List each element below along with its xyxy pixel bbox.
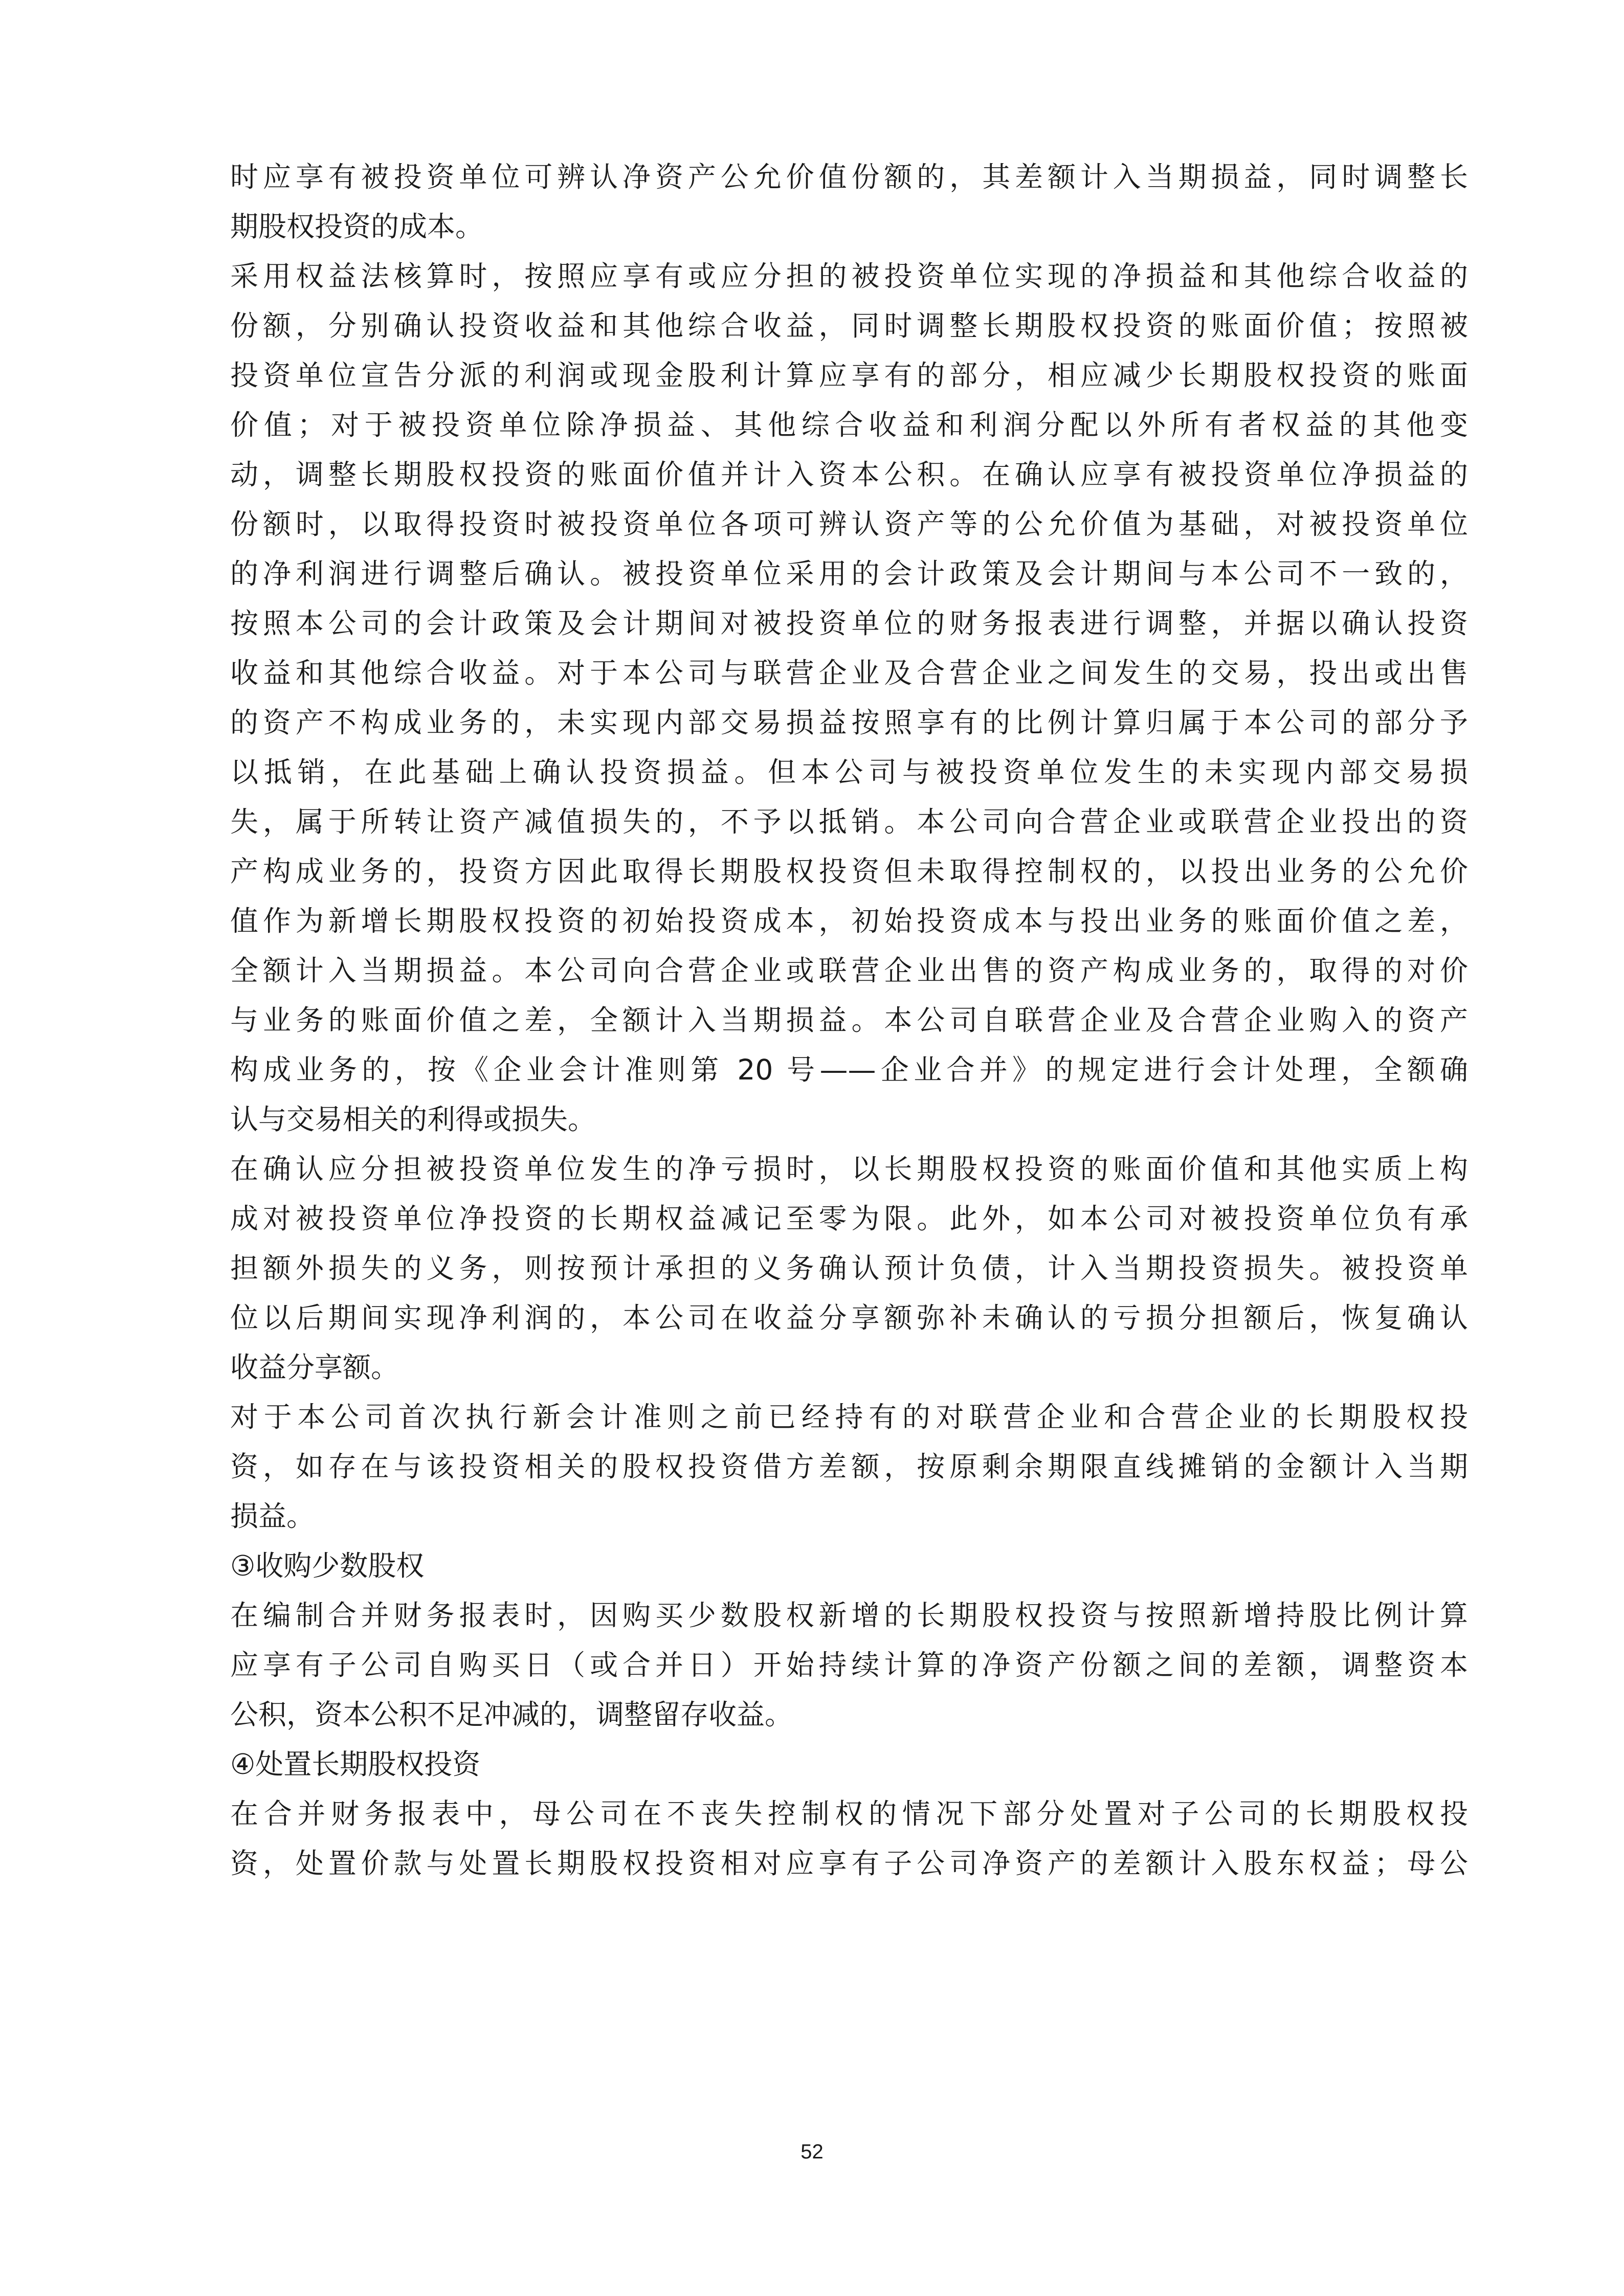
text-line: 成对被投资单位净投资的长期权益减记至零为限。此外，如本公司对被投资单位负有承 (230, 1202, 1468, 1235)
body-text (230, 152, 1468, 1888)
text-line: 担额外损失的义务，则按预计承担的义务确认预计负债，计入当期投资损失。被投资单 (230, 1252, 1468, 1285)
text-line: 值作为新增长期股权投资的初始投资成本，初始投资成本与投出业务的账面价值之差， (230, 905, 1468, 937)
text-line: 采用权益法核算时，按照应享有或应分担的被投资单位实现的净损益和其他综合收益的 (230, 260, 1468, 292)
text-line: 产构成业务的，投资方因此取得长期股权投资但未取得控制权的，以投出业务的公允价 (230, 855, 1468, 888)
text-line: 在确认应分担被投资单位发生的净亏损时，以长期股权投资的账面价值和其他实质上构 (230, 1153, 1468, 1185)
text-line: 全额计入当期损益。本公司向合营企业或联营企业出售的资产构成业务的，取得的对价 (230, 954, 1468, 987)
text-line: 时应享有被投资单位可辨认净资产公允价值份额的，其差额计入当期损益，同时调整长 (230, 161, 1468, 193)
section-heading: ③收购少数股权 (230, 1549, 425, 1582)
text-line: 投资单位宣告分派的利润或现金股利计算应享有的部分，相应减少长期股权投资的账面 (230, 359, 1468, 392)
text-line: 份额时，以取得投资时被投资单位各项可辨认资产等的公允价值为基础，对被投资单位 (230, 508, 1468, 541)
text-line: 认与交易相关的利得或损失。 (230, 1103, 596, 1136)
text-line: 与业务的账面价值之差，全额计入当期损益。本公司自联营企业及合营企业购入的资产 (230, 1004, 1468, 1037)
text-line: 对于本公司首次执行新会计准则之前已经持有的对联营企业和合营企业的长期股权投 (230, 1401, 1468, 1433)
text-line: 的资产不构成业务的，未实现内部交易损益按照享有的比例计算归属于本公司的部分予 (230, 706, 1468, 739)
text-line: 收益和其他综合收益。对于本公司与联营企业及合营企业之间发生的交易，投出或出售 (230, 657, 1468, 689)
text-line: 价值；对于被投资单位除净损益、其他综合收益和利润分配以外所有者权益的其他变 (230, 409, 1468, 441)
text-line: 按照本公司的会计政策及会计期间对被投资单位的财务报表进行调整，并据以确认投资 (230, 607, 1468, 640)
text-line: 收益分享额。 (230, 1351, 399, 1384)
text-line: 以抵销，在此基础上确认投资损益。但本公司与被投资单位发生的未实现内部交易损 (230, 756, 1468, 789)
text-line: 应享有子公司自购买日（或合并日）开始持续计算的净资产份额之间的差额，调整资本 (230, 1649, 1468, 1681)
text-line: 构成业务的，按《企业会计准则第 20 号——企业合并》的规定进行会计处理，全额确 (230, 1053, 1468, 1086)
text-line: 份额，分别确认投资收益和其他综合收益，同时调整长期股权投资的账面价值；按照被 (230, 309, 1468, 342)
text-line: 公积，资本公积不足冲减的，调整留存收益。 (230, 1698, 793, 1731)
text-line: 资，处置价款与处置长期股权投资相对应享有子公司净资产的差额计入股东权益；母公 (230, 1847, 1468, 1880)
text-line: 资，如存在与该投资相关的股权投资借方差额，按原剩余期限直线摊销的金额计入当期 (230, 1450, 1468, 1483)
text-line: 在编制合并财务报表时，因购买少数股权新增的长期股权投资与按照新增持股比例计算 (230, 1599, 1468, 1632)
page-number: 52 (800, 2141, 824, 2163)
text-line: 损益。 (230, 1500, 315, 1533)
text-line: 在合并财务报表中，母公司在不丧失控制权的情况下部分处置对子公司的长期股权投 (230, 1797, 1468, 1830)
text-line: 失，属于所转让资产减值损失的，不予以抵销。本公司向合营企业或联营企业投出的资 (230, 805, 1468, 838)
text-line: 动，调整长期股权投资的账面价值并计入资本公积。在确认应享有被投资单位净损益的 (230, 458, 1468, 491)
section-heading: ④处置长期股权投资 (230, 1748, 481, 1781)
text-line: 位以后期间实现净利润的，本公司在收益分享额弥补未确认的亏损分担额后，恢复确认 (230, 1301, 1468, 1334)
text-line: 期股权投资的成本。 (230, 210, 484, 243)
text-line: 的净利润进行调整后确认。被投资单位采用的会计政策及会计期间与本公司不一致的， (230, 557, 1468, 590)
